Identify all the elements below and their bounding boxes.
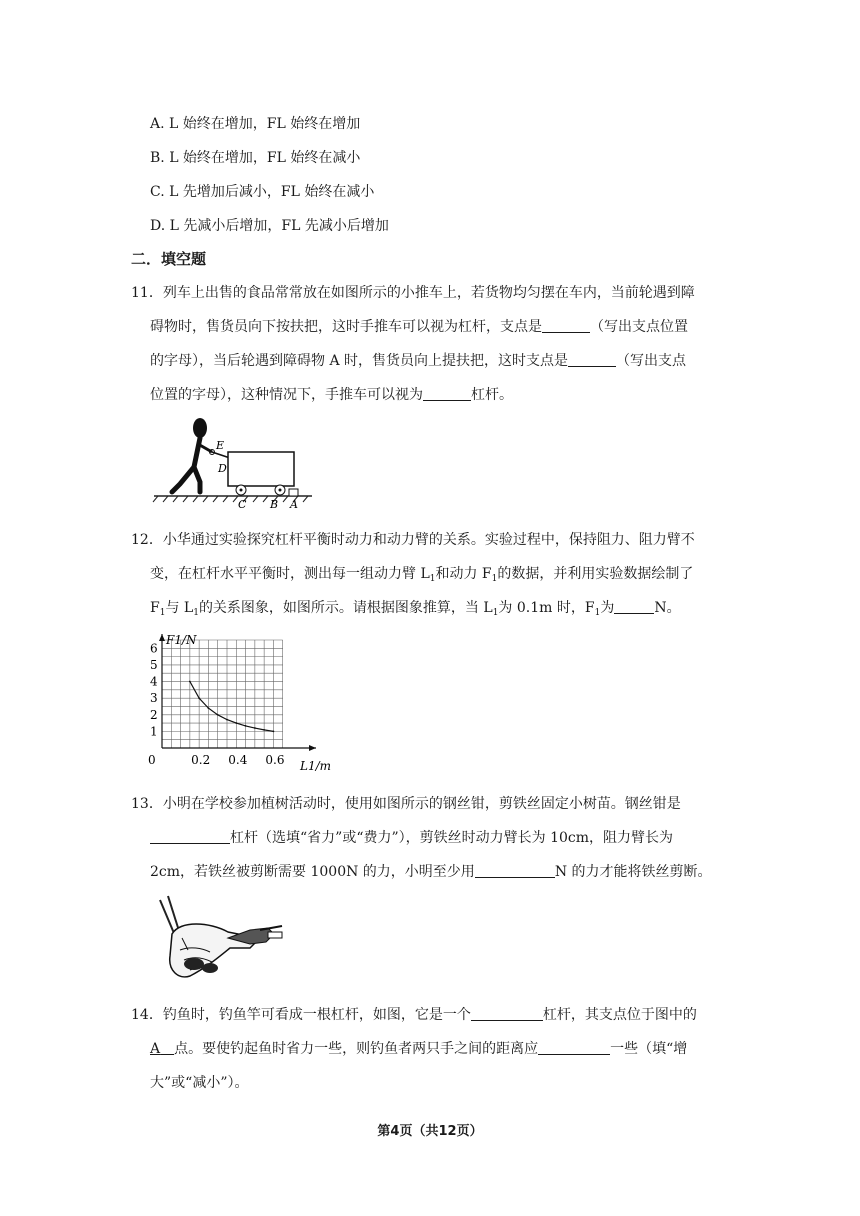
data-point bbox=[245, 725, 247, 727]
data-point bbox=[208, 707, 210, 709]
answer-blank[interactable] bbox=[150, 829, 230, 844]
answer-blank[interactable] bbox=[538, 1040, 610, 1055]
data-point bbox=[263, 729, 265, 731]
cart-figure bbox=[150, 412, 320, 511]
option-a: A. L 始终在增加，FL 始终在增加 bbox=[150, 116, 361, 132]
q11-line1: 11．列车上出售的食品常常放在如图所示的小推车上，若货物均匀摆在车内，当前轮遇到障 bbox=[131, 285, 695, 301]
y-axis-label: F1/N bbox=[166, 633, 197, 647]
answer-a: A bbox=[150, 1041, 161, 1057]
option-c: C. L 先增加后减小，FL 始终在减小 bbox=[150, 184, 375, 200]
option-b: B. L 始终在增加，FL 始终在减小 bbox=[150, 150, 361, 166]
pliers-figure bbox=[150, 890, 290, 990]
q13-line1: 13．小明在学校参加植树活动时，使用如图所示的钢丝钳，剪铁丝固定小树苗。钢丝钳是 bbox=[131, 796, 681, 812]
x-axis-label: L1/m bbox=[300, 759, 332, 773]
y-tick-label: 5 bbox=[150, 657, 158, 672]
y-tick-label: 1 bbox=[150, 724, 158, 739]
data-point bbox=[189, 681, 191, 683]
q14-line2: A 点。要使钓起鱼时省力一些，则钓鱼者两只手之间的距离应 一些（填“增 bbox=[150, 1041, 688, 1057]
data-point bbox=[198, 697, 200, 699]
label-e: E bbox=[216, 439, 225, 452]
data-point bbox=[226, 719, 228, 721]
x-tick-label: 0.6 bbox=[265, 753, 285, 767]
q12-line2: 变，在杠杆水平平衡时，测出每一组动力臂 $L_1$和动力 $F_1$的数据，并利用实验数据绘制了 bbox=[150, 566, 694, 584]
q11-line3: 的字母），当后轮遇到障碍物 A 时，售货员向上提扶把，这时支点是 （写出支点 bbox=[150, 353, 687, 369]
answer-blank[interactable] bbox=[542, 318, 590, 333]
data-point bbox=[273, 730, 275, 732]
q12-line1: 12．小华通过实验探究杠杆平衡时动力和动力臂的关系。实验过程中，保持阻力、阻力臂不 bbox=[131, 532, 695, 548]
y-tick-label: 6 bbox=[150, 641, 158, 656]
page-footer: 第4页（共12页） bbox=[377, 1124, 483, 1139]
x-axis-arrow bbox=[309, 745, 316, 751]
data-point bbox=[235, 722, 237, 724]
x-tick-label: 0.4 bbox=[228, 753, 248, 767]
y-axis-arrow bbox=[159, 634, 165, 641]
q13-line2: 杠杆（选填“省力”或“费力”），剪铁丝时动力臂长为 10cm，阻力臂长为 bbox=[150, 827, 673, 847]
label-a: A bbox=[290, 498, 298, 511]
x-tick-label: 0 bbox=[148, 753, 156, 767]
answer-blank[interactable] bbox=[568, 352, 616, 367]
data-point bbox=[217, 714, 219, 716]
y-tick-label: 3 bbox=[150, 691, 158, 706]
label-b: B bbox=[270, 498, 279, 511]
f1-l1-chart bbox=[140, 630, 330, 776]
label-c: C bbox=[238, 498, 247, 511]
q11-line4: 位置的字母），这种情况下，手推车可以视为 杠杆。 bbox=[150, 387, 513, 403]
y-tick-label: 4 bbox=[150, 674, 158, 689]
q14-line3: 大”或“减小”）。 bbox=[150, 1075, 249, 1091]
section-title: 二．填空题 bbox=[131, 250, 207, 268]
q13-line3: 2cm，若铁丝被剪断需要 1000N 的力，小明至少用 N 的力才能将铁丝剪断。 bbox=[150, 864, 712, 880]
label-d: D bbox=[218, 462, 227, 475]
y-tick-label: 2 bbox=[150, 707, 158, 722]
answer-blank[interactable] bbox=[614, 599, 654, 614]
q12-line3: $F_1$与 $L_1$的关系图象，如图所示。请根据图象推算，当 $L_1$为 0.1m 时，$F_1$为 N。 bbox=[150, 600, 681, 618]
answer-blank[interactable] bbox=[475, 863, 555, 878]
x-tick-label: 0.2 bbox=[191, 753, 211, 767]
option-d: D. L 先减小后增加，FL 先减小后增加 bbox=[150, 218, 389, 234]
q14-line1: 14．钓鱼时，钓鱼竿可看成一根杠杆，如图，它是一个 杠杆，其支点位于图中的 bbox=[131, 1007, 697, 1023]
q11-line2: 碍物时，售货员向下按扶把，这时手推车可以视为杠杆，支点是 （写出支点位置 bbox=[150, 319, 688, 335]
answer-blank[interactable] bbox=[471, 1006, 543, 1021]
answer-blank[interactable] bbox=[423, 386, 471, 401]
data-point bbox=[254, 727, 256, 729]
